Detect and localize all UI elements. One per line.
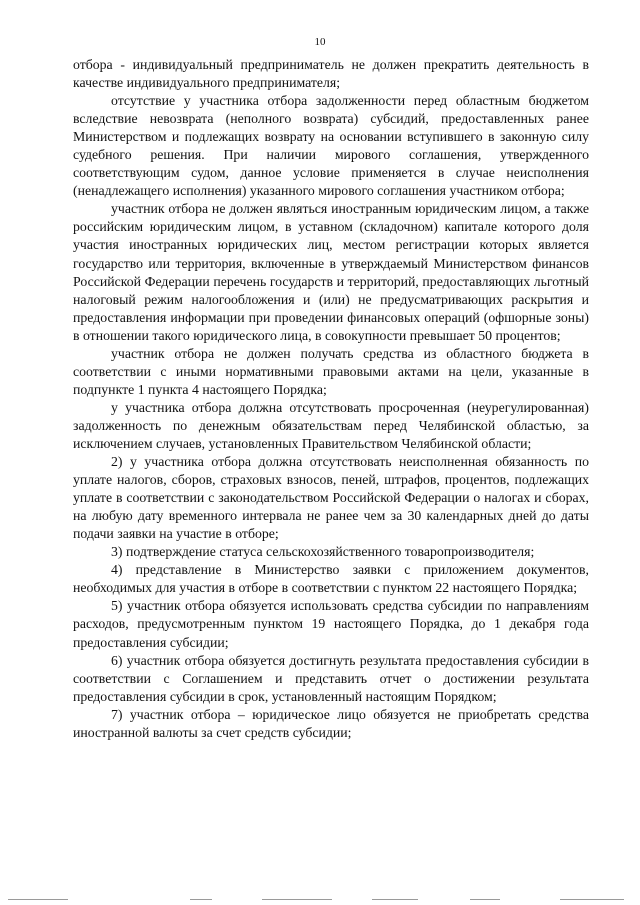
paragraph: 5) участник отбора обязуется использовать средства субсидии по направлениям расходов, предусмотренным пунктом 19 настоящего Порядка, до 1 декабря года предоставления субсидии; — [73, 598, 589, 650]
paragraph: отсутствие у участника отбора задолженности перед областным бюджетом вследствие невозврата (неполного возврата) субсидий, предоставленных ранее Министерством и подлежащих возврату на основании вступившего в законную силу судебного решения. При наличии мирового соглашения, утвержденного соответствующим судом, данное условие применяется в случае неисполнения (ненадлежащего исполнения) указанного мирового соглашения участником отбора; — [73, 93, 589, 199]
paragraph: 7) участник отбора – юридическое лицо обязуется не приобретать средства иностранной валюты за счет средств субсидии; — [73, 706, 589, 740]
paragraph: отбора - индивидуальный предприниматель не должен прекратить деятельность в качестве индивидуального предпринимателя; — [73, 57, 589, 91]
paragraph: 3) подтверждение статуса сельскохозяйственного товаропроизводителя; — [111, 544, 535, 560]
page-number: 10 — [314, 36, 326, 48]
paragraph: 6) участник отбора обязуется достигнуть результата предоставления субсидии в соответствии с Соглашением и представить отчет о достижении результата предоставления субсидии в срок, установленный настоящим Порядком; — [73, 652, 589, 704]
paragraph: участник отбора не должен получать средства из областного бюджета в соответствии с иными нормативными правовыми актами на цели, указанные в подпункте 1 пункта 4 настоящего Порядка; — [73, 345, 589, 397]
document-body — [73, 56, 589, 742]
paragraph: у участника отбора должна отсутствовать просроченная (неурегулированная) задолженность по денежным обязательствам перед Челябинской областью, за исключением случаев, установленных Правительством Челябинской области; — [73, 399, 589, 451]
scan-edge-marks — [0, 897, 640, 905]
paragraph: участник отбора не должен являться иностранным юридическим лицом, а также российским юридическим лицом, в уставном (складочном) капитале которого доля участия иностранных юридических лиц, местом регистрации которых является государство или территория, включенные в утверждаемый Министерством финансов Российской Федерации перечень государств и территорий, предоставляющих льготный налоговый режим налогообложения и (или) не предусматривающих раскрытия и предоставления информации при проведении финансовых операций (офшорные зоны) в отношении такого юридического лица, в совокупности превышает 50 процентов; — [73, 201, 589, 343]
paragraph: 4) представление в Министерство заявки с приложением документов, необходимых для участия в отборе в соответствии с пунктом 22 настоящего Порядка; — [73, 562, 589, 596]
paragraph: 2) у участника отбора должна отсутствовать неисполненная обязанность по уплате налогов, сборов, страховых взносов, пеней, штрафов, процентов, подлежащих уплате в соответствии с законодательством Российской Федерации о налогах и сборах, на любую дату временного интервала не ранее чем за 30 календарных дней до даты подачи заявки на участие в отборе; — [73, 454, 589, 542]
